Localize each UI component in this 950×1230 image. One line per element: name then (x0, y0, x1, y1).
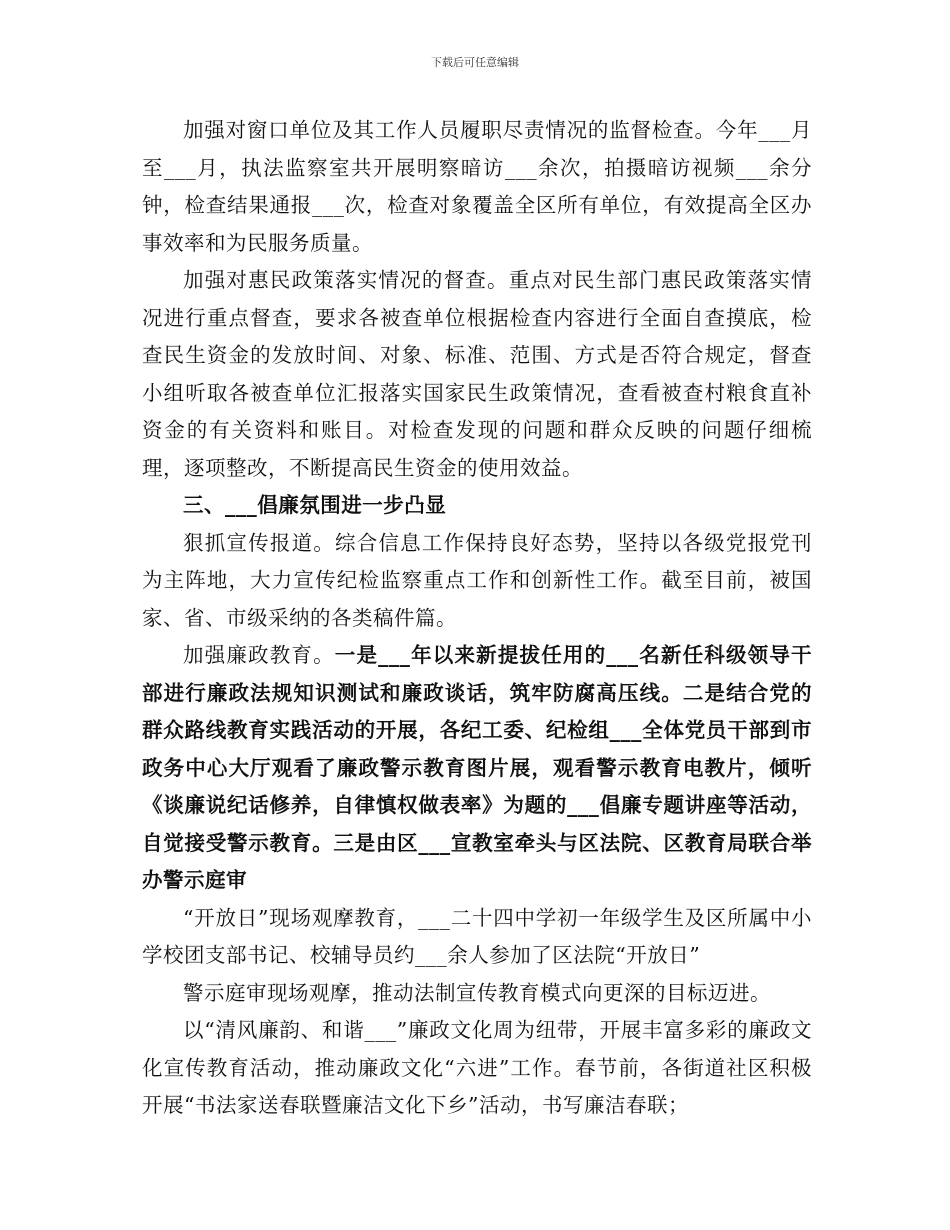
paragraph-open-day: “开放日”现场观摩教育，___二十四中学初一年级学生及区所属中小学校团支部书记、校辅导员约___余人参加了区法院“开放日” (142, 905, 812, 967)
paragraph-policy-inspection: 加强对惠民政策落实情况的督查。重点对民生部门惠民政策落实情况进行重点督查，要求各被查单位根据检查内容进行全面自查摸底，检查民生资金的发放时间、对象、标准、范围、方式是否符合规定，督查小组听取各被查单位汇报落实国家民生政策情况，查看被查村粮食直补资金的有关资料和账目。对检查发现的问题和群众反映的问题仔细梳理，逐项整改，不断提高民生资金的使用效益。 (142, 268, 812, 480)
paragraph-integrity-education (142, 637, 812, 900)
paragraph-bold-text: 一是___年以来新提拔任用的___名新任科级领导干部进行廉政法规知识测试和廉政谈话，筑牢防腐高压线。二是结合党的群众路线教育实践活动的开展，各纪工委、纪检组___全体党员干部到市政务中心大厅观看了廉政警示教育图片展，观看警示教育电教片，倾听《谈廉说纪话修养，自律慎权做表率》为题的___倡廉专题讲座等活动，自觉接受警示教育。三是由区___宣教室牵头与区法院、区教育局联合举办警示庭审 (142, 643, 812, 892)
paragraph-lead: 加强廉政教育。 (183, 643, 335, 667)
paragraph-culture-week: 以“清风廉韵、和谐___”廉政文化周为纽带，开展丰富多彩的廉政文化宣传教育活动，推动廉政文化“六进”工作。春节前，各街道社区积极开展“书法家送春联暨廉洁文化下乡”活动，书写廉洁春联； (142, 1018, 812, 1117)
paragraph-window-supervision: 加强对窗口单位及其工作人员履职尽责情况的监督检查。今年___月至___月，执法监察室共开展明察暗访___余次，拍摄暗访视频___余分钟，检查结果通报___次，检查对象覆盖全区所有单位，有效提高全区办事效率和为民服务质量。 (142, 118, 812, 255)
section-heading: 三、___倡廉氛围进一步凸显 (183, 493, 447, 517)
page-header: 下载后可任意编辑 (431, 56, 519, 69)
document-body (142, 112, 812, 1125)
paragraph-publicity: 狠抓宣传报道。综合信息工作保持良好态势，坚持以各级党报党刊为主阵地，大力宣传纪检监察重点工作和创新性工作。截至目前，被国家、省、市级采纳的各类稿件篇。 (142, 530, 812, 630)
paragraph-trial-observation: 警示庭审现场观摩，推动法制宣传教育模式向更深的目标迈进。 (183, 980, 771, 1005)
